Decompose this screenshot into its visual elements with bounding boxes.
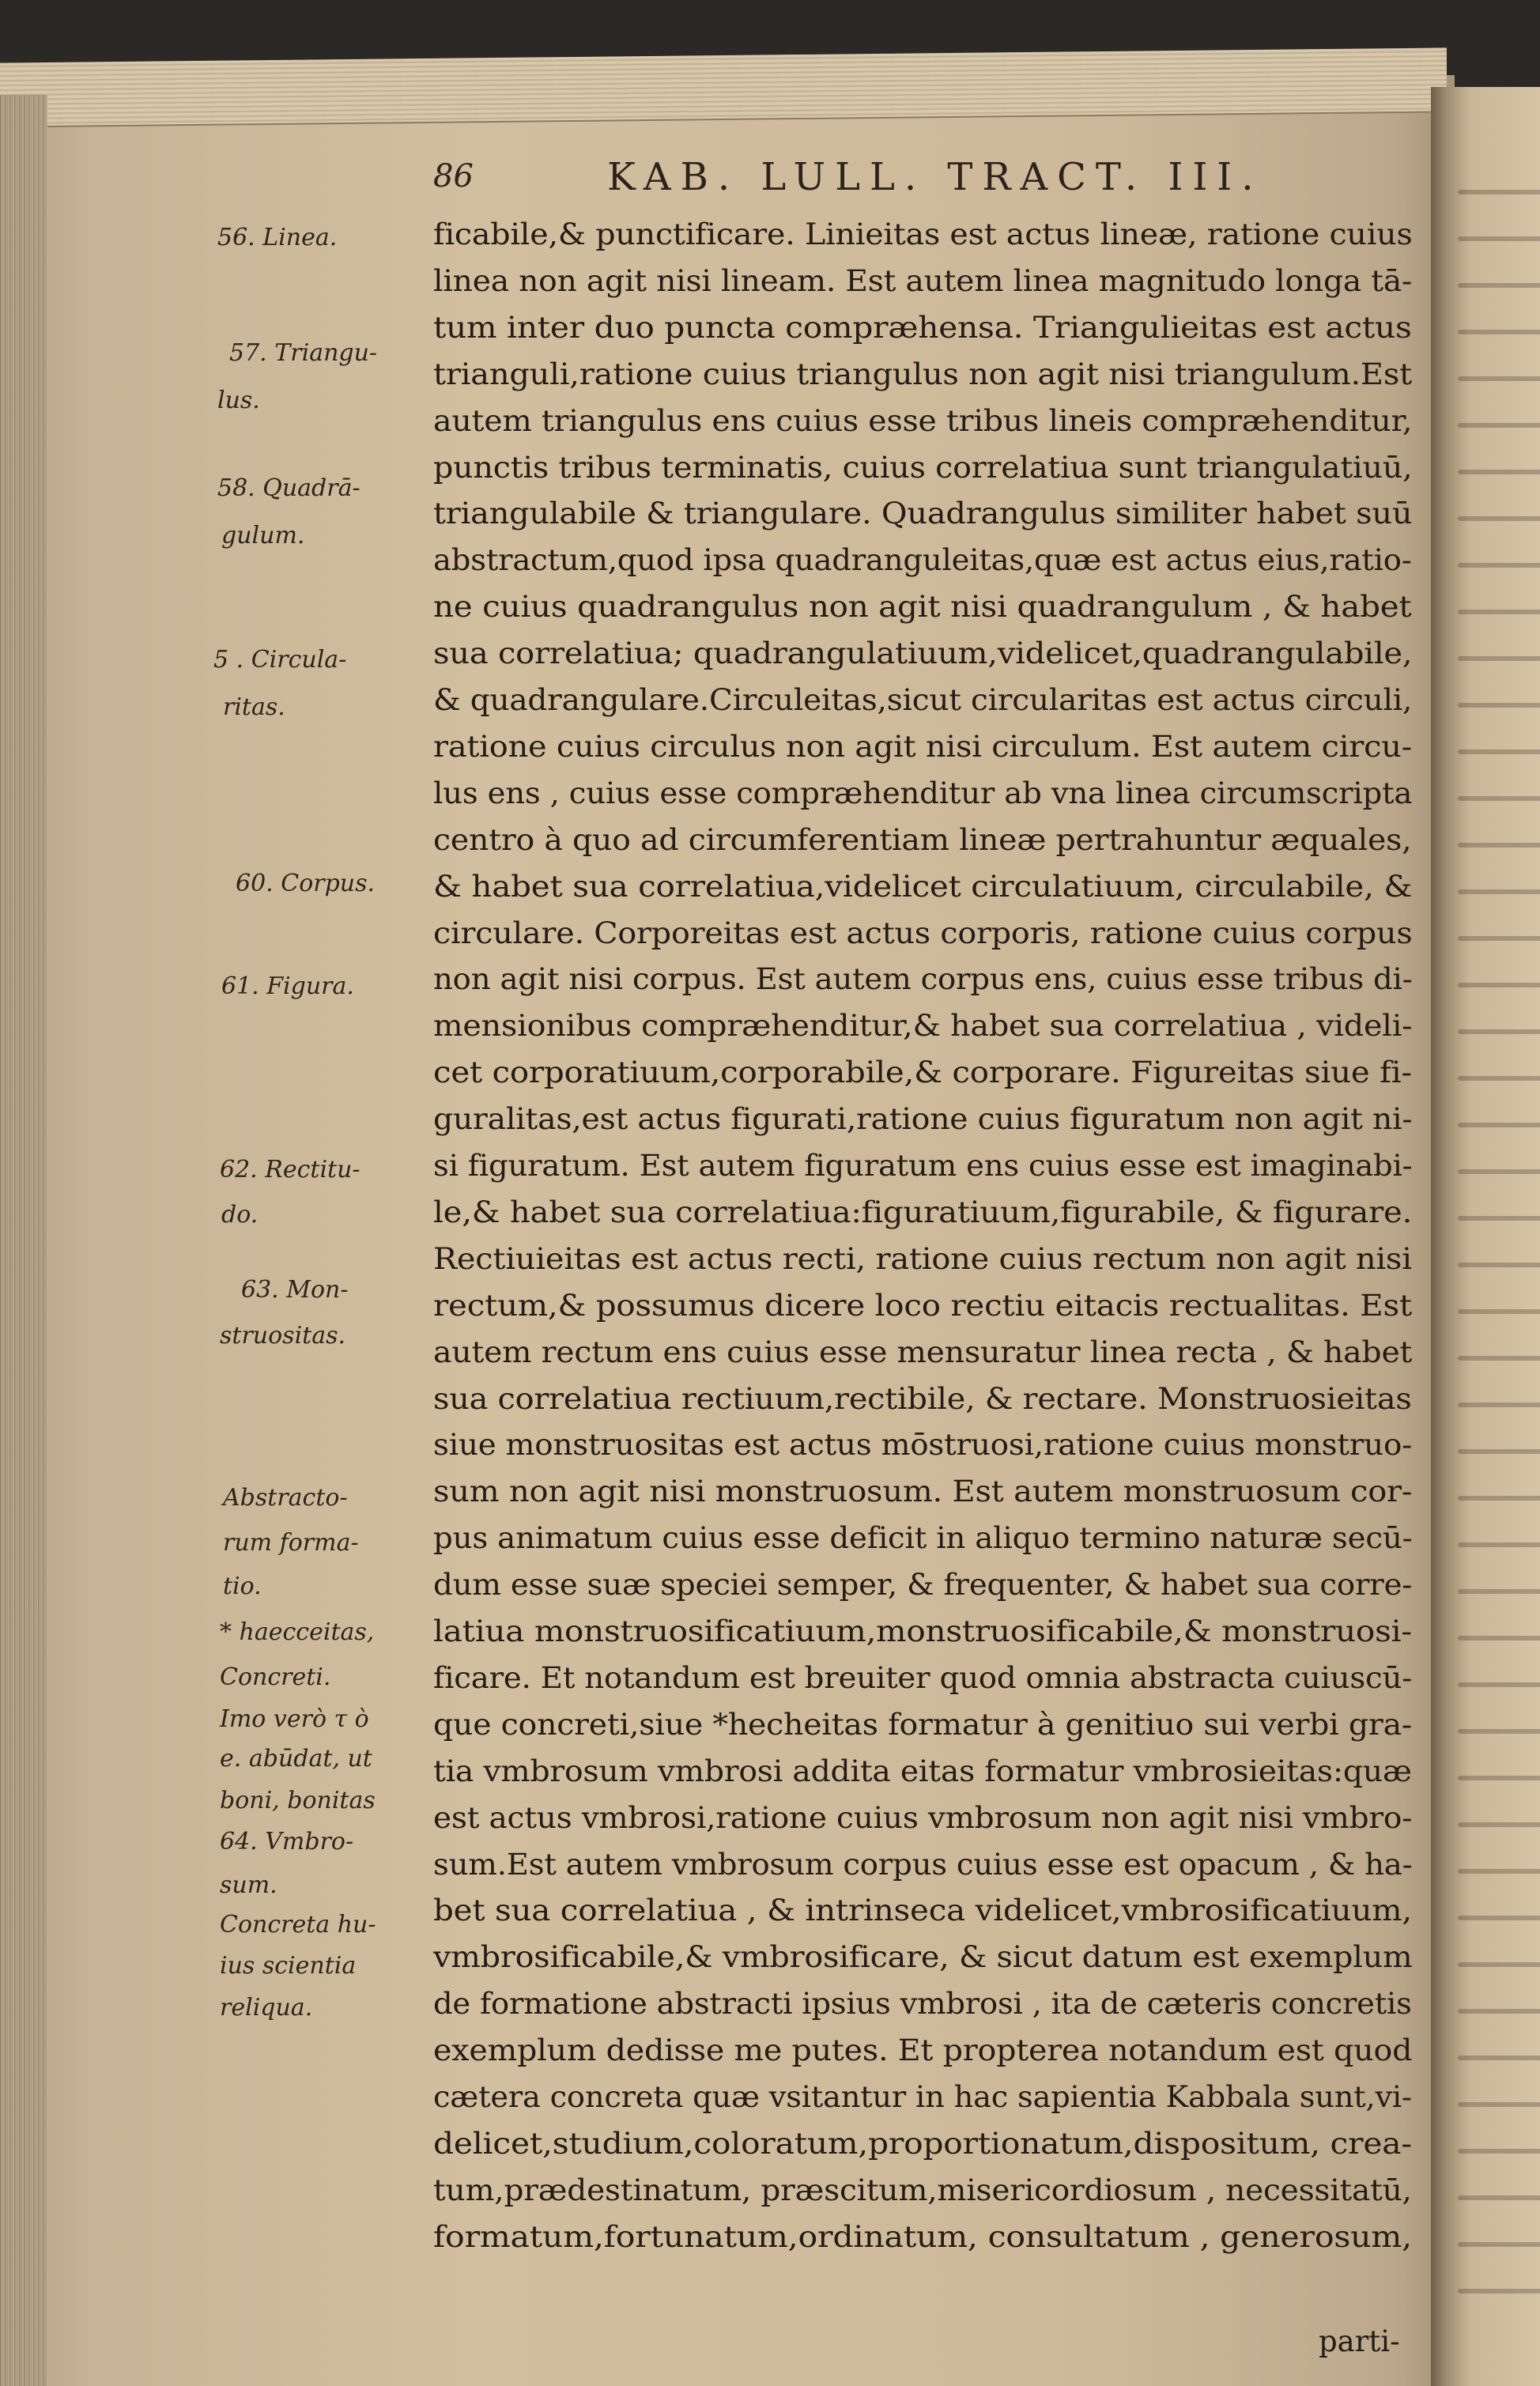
text-line: ne cuius quadrangulus non agit nisi quadrangulum , & habet: [433, 590, 1412, 625]
text-line: guralitas,est actus figurati,ratione cuius figuratum non agit ni-: [433, 1102, 1413, 1137]
margin-note: lus.: [217, 387, 260, 414]
text-line: exemplum dedisse me putes. Et propterea notandum est quod: [433, 2033, 1413, 2068]
text-line: punctis tribus terminatis, cuius correlatiua sunt triangulatiuū,: [433, 450, 1413, 485]
text-line: Rectiuieitas est actus recti, ratione cuius rectum non agit nisi: [433, 1241, 1412, 1276]
text-line: ratione cuius circulus non agit nisi circulum. Est autem circu-: [433, 729, 1412, 764]
text-line: sua correlatiua rectiuum,rectibile, & rectare. Monstruosieitas: [433, 1381, 1412, 1416]
facing-page-line: [1458, 1403, 1540, 1407]
facing-page-line: [1458, 2056, 1540, 2060]
text-line: ficabile,& punctificare. Linieitas est actus lineæ, ratione cuius: [433, 217, 1413, 251]
facing-page-line: [1458, 2102, 1540, 2107]
facing-page-line: [1458, 1309, 1540, 1314]
facing-page-line: [1458, 1076, 1540, 1081]
text-line: dum esse suæ speciei semper, & frequenter, & habet sua corre-: [433, 1568, 1413, 1603]
margin-note: 58. Quadrā-: [217, 474, 360, 502]
text-line: est actus vmbrosi,ratione cuius vmbrosum non agit nisi vmbro-: [433, 1800, 1413, 1835]
facing-page-line: [1458, 749, 1540, 754]
margin-note: rum forma-: [223, 1529, 359, 1557]
facing-page-line: [1458, 1123, 1540, 1127]
text-line: le,& habet sua correlatiua:figuratiuum,figurabile, & figurare.: [433, 1195, 1413, 1229]
page-number: 86: [433, 158, 474, 194]
text-line: abstractum,quod ipsa quadranguleitas,quæ est actus eius,ratio-: [433, 543, 1412, 578]
catchword: parti-: [1319, 2324, 1400, 2358]
facing-page-line: [1458, 843, 1540, 848]
margin-note: 63. Mon-: [241, 1276, 349, 1304]
text-line: cet corporatiuum,corporabile,& corporare. Figureitas siue fi-: [433, 1055, 1412, 1090]
margin-note: Concreti.: [220, 1663, 331, 1691]
page-edges-left: [0, 95, 47, 2386]
text-line: trianguli,ratione cuius triangulus non agit nisi triangulum.Est: [433, 357, 1412, 391]
text-line: tia vmbrosum vmbrosi addita eitas formatur vmbrosieitas:quæ: [433, 1754, 1412, 1788]
margin-note: 62. Rectitu-: [220, 1156, 360, 1184]
text-line: latiua monstruosificatiuum,monstruosificabile,& monstruosi-: [433, 1614, 1412, 1648]
text-line: cætera concreta quæ vsitantur in hac sapientia Kabbala sunt,vi-: [433, 2080, 1412, 2114]
facing-page-line: [1458, 703, 1540, 708]
margin-note: boni, bonitas: [220, 1787, 376, 1814]
text-line: & habet sua correlatiua,videlicet circulatiuum, circulabile, &: [433, 869, 1413, 904]
facing-page-line: [1458, 1263, 1540, 1267]
facing-page-line: [1458, 610, 1540, 614]
facing-page-line: [1458, 1729, 1540, 1734]
facing-page-line: [1458, 1216, 1540, 1221]
margin-note: 60. Corpus.: [236, 870, 376, 897]
margin-note: e. abūdat, ut: [220, 1745, 372, 1773]
facing-page-line: [1458, 1589, 1540, 1594]
text-line: de formatione abstracti ipsius vmbrosi , ita de cæteris concretis: [433, 1987, 1412, 2022]
facing-page-line: [1458, 2009, 1540, 2014]
margin-note: tio.: [223, 1572, 262, 1600]
text-line: si figuratum. Est autem figuratum ens cuius esse est imaginabi-: [433, 1149, 1413, 1183]
facing-page-line: [1458, 563, 1540, 568]
facing-page-line: [1458, 1916, 1540, 1920]
margin-note: Imo verò τ ὸ: [220, 1705, 369, 1733]
facing-page-line: [1458, 936, 1540, 941]
text-line: formatum,fortunatum,ordinatum, consultatum , generosum,: [433, 2219, 1412, 2254]
facing-page-line: [1458, 1449, 1540, 1454]
text-line: non agit nisi corpus. Est autem corpus ens, cuius esse tribus di-: [433, 962, 1413, 997]
facing-page-line: [1458, 1822, 1540, 1827]
facing-page-line: [1458, 1169, 1540, 1174]
text-line: ficare. Et notandum est breuiter quod omnia abstracta cuiuscū-: [433, 1660, 1413, 1695]
margin-note: do.: [221, 1201, 259, 1229]
margin-note: ritas.: [223, 693, 285, 721]
facing-page-line: [1458, 1029, 1540, 1034]
text-line: & quadrangulare.Circuleitas,sicut circularitas est actus circuli,: [433, 683, 1413, 717]
margin-note: * haecceitas,: [220, 1618, 375, 1646]
facing-page-line: [1458, 1776, 1540, 1780]
facing-page-line: [1458, 656, 1540, 661]
text-line: mensionibus compræhenditur,& habet sua correlatiua , videli-: [433, 1009, 1413, 1044]
text-line: siue monstruositas est actus mōstruosi,ratione cuius monstruo-: [433, 1428, 1413, 1463]
facing-page-line: [1458, 236, 1540, 241]
facing-page-line: [1458, 1869, 1540, 1874]
text-line: linea non agit nisi lineam. Est autem linea magnitudo longa tā-: [433, 263, 1413, 298]
text-line: vmbrosificabile,& vmbrosificare, & sicut datum est exemplum: [433, 1940, 1413, 1975]
facing-page-line: [1458, 376, 1540, 381]
text-line: lus ens , cuius esse compræhenditur ab vna linea circumscripta: [433, 776, 1413, 810]
text-line: centro à quo ad circumferentiam lineæ pertrahuntur æquales,: [433, 822, 1412, 857]
text-line: sum.Est autem vmbrosum corpus cuius esse est opacum , & ha-: [433, 1847, 1413, 1882]
facing-page-line: [1458, 2195, 1540, 2200]
facing-page-line: [1458, 1356, 1540, 1361]
facing-page-line: [1458, 796, 1540, 801]
text-line: pus animatum cuius esse deficit in aliquo termino naturæ secū-: [433, 1521, 1413, 1556]
facing-page-line: [1458, 330, 1540, 334]
margin-note: 64. Vmbro-: [220, 1828, 354, 1856]
facing-page-line: [1458, 1682, 1540, 1687]
text-line: rectum,& possumus dicere loco rectiu eitacis rectualitas. Est: [433, 1288, 1412, 1323]
margin-note: struositas.: [220, 1322, 346, 1350]
facing-page-line: [1458, 470, 1540, 474]
text-line: tum,prædestinatum, præscitum,misericordiosum , necessitatū,: [433, 2173, 1412, 2207]
facing-page-line: [1458, 1496, 1540, 1501]
margin-note: ius scientia: [220, 1952, 357, 1980]
facing-page-line: [1458, 2289, 1540, 2294]
text-line: bet sua correlatiua , & intrinseca videlicet,vmbrosificatiuum,: [433, 1893, 1413, 1928]
facing-page-line: [1458, 516, 1540, 521]
facing-page-line: [1458, 2149, 1540, 2154]
margin-note: sum.: [220, 1871, 277, 1899]
margin-note: 61. Figura.: [221, 972, 354, 1000]
text-line: delicet,studium,coloratum,proportionatum,dispositum, crea-: [433, 2126, 1412, 2161]
facing-page-line: [1458, 283, 1540, 288]
facing-page-line: [1458, 190, 1540, 194]
facing-page-line: [1458, 423, 1540, 428]
text-line: triangulabile & triangulare. Quadrangulus similiter habet suū: [433, 496, 1413, 531]
margin-note: 57. Triangu-: [229, 339, 378, 367]
margin-note: reliqua.: [220, 1994, 313, 2022]
text-line: autem rectum ens cuius esse mensuratur linea recta , & habet: [433, 1335, 1413, 1369]
margin-note: 5 . Circula-: [213, 646, 347, 674]
facing-page-line: [1458, 1962, 1540, 1967]
margin-note: gulum.: [221, 522, 305, 549]
text-line: tum inter duo puncta compræhensa. Triangulieitas est actus: [433, 310, 1412, 345]
text-line: que concreti,siue *hecheitas formatur à genitiuo sui verbi gra-: [433, 1707, 1413, 1742]
facing-page-fragment: [1431, 87, 1540, 2386]
page-header: [433, 155, 1398, 210]
margin-note: Concreta hu-: [220, 1911, 376, 1939]
text-line: autem triangulus ens cuius esse tribus lineis compræhenditur,: [433, 403, 1413, 438]
running-title: KAB. LULL. TRACT. III.: [607, 155, 1263, 199]
facing-page-line: [1458, 2242, 1540, 2247]
text-line: sum non agit nisi monstruosum. Est autem monstruosum cor-: [433, 1474, 1413, 1509]
facing-page-line: [1458, 889, 1540, 894]
facing-page-line: [1458, 983, 1540, 987]
facing-page-line: [1458, 1636, 1540, 1640]
text-line: circulare. Corporeitas est actus corporis, ratione cuius corpus: [433, 916, 1413, 950]
margin-note: 56. Linea.: [217, 224, 338, 251]
text-line: sua correlatiua; quadrangulatiuum,videlicet,quadrangulabile,: [433, 636, 1413, 671]
margin-note: Abstracto-: [223, 1484, 348, 1512]
facing-page-line: [1458, 1542, 1540, 1547]
